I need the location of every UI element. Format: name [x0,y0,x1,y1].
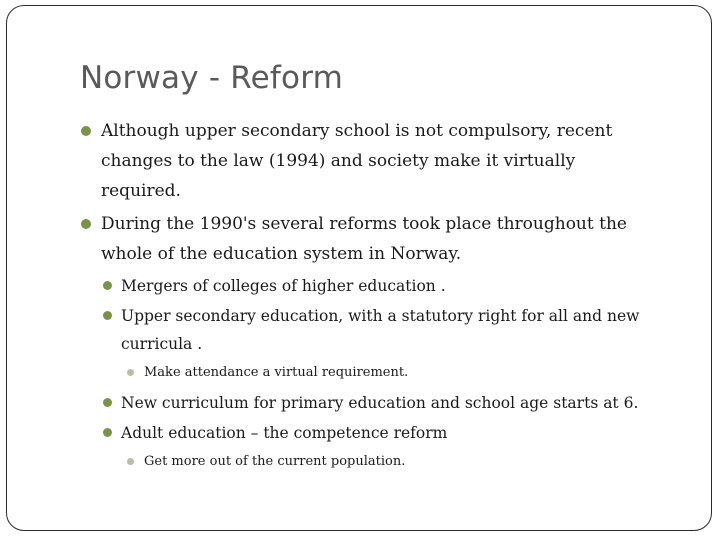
bullet-dot-icon [103,398,112,407]
sub-bullet-item [102,389,660,417]
bullet-dot-icon [81,219,91,229]
bullet-text: New curriculum for primary education and school age starts at 6. [121,394,639,412]
sub-bullet-item [102,302,660,358]
bullet-dot-icon [81,126,91,136]
sub-sub-bullet-item [126,450,660,474]
bullet-text: Adult education – the competence reform [121,424,448,442]
bullet-dot-icon [127,369,134,376]
sub-bullet-item [102,272,660,300]
slide-title: Norway - Reform [80,60,343,96]
bullet-text: Make attendance a virtual requirement. [144,365,409,380]
bullet-dot-icon [103,281,112,290]
sub-bullet-item [102,419,660,447]
sub-sub-bullet-item [126,361,660,385]
bullet-text: Upper secondary education, with a statutory right for all and new curricula . [121,307,640,353]
bullet-text: Mergers of colleges of higher education . [121,277,446,295]
bullet-dot-icon [127,458,134,465]
slide-content [80,116,660,478]
bullet-dot-icon [103,311,112,320]
bullet-text: During the 1990's several reforms took place throughout the whole of the education system in Norway. [101,214,627,264]
bullet-text: Although upper secondary school is not compulsory, recent changes to the law (1994) and society make it virtually required. [101,121,613,201]
bullet-item [80,209,660,269]
bullet-item [80,116,660,206]
bullet-dot-icon [103,428,112,437]
bullet-text: Get more out of the current population. [144,454,406,469]
